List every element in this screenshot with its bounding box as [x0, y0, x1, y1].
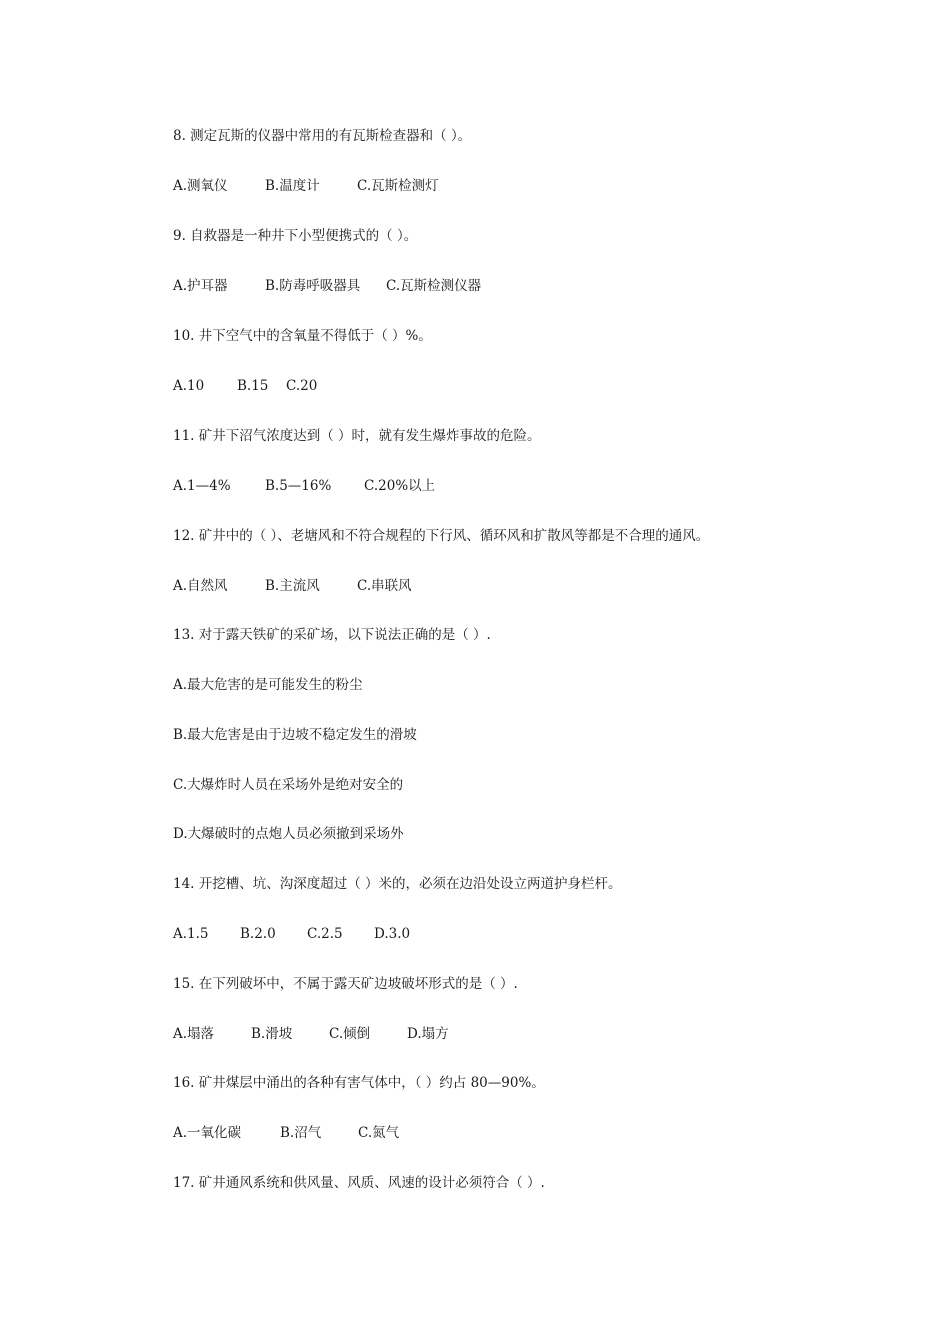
- option-a: A.测氧仪: [173, 178, 228, 194]
- option-b: B.15: [237, 378, 269, 394]
- option-c: C.2.5: [307, 926, 343, 942]
- option-a: A.1.5: [173, 926, 209, 942]
- question-13-stem: 13. 对于露天铁矿的采矿场，以下说法正确的是（ ）.: [173, 627, 491, 643]
- question-15-stem: 15. 在下列破坏中，不属于露天矿边坡破坏形式的是（ ）.: [173, 976, 518, 992]
- question-14-stem: 14. 开挖槽、坑、沟深度超过（ ）米的，必须在边沿处设立两道护身栏杆。: [173, 876, 622, 892]
- option-b: B.2.0: [240, 926, 276, 942]
- question-17-stem: 17. 矿井通风系统和供风量、风质、风速的设计必须符合（ ）.: [173, 1175, 545, 1191]
- option-d: D.塌方: [407, 1026, 449, 1042]
- question-12-stem: 12. 矿井中的（ ）、老塘风和不符合规程的下行风、循环风和扩散风等都是不合理的通风。: [173, 528, 710, 544]
- question-16-stem: 16. 矿井煤层中涌出的各种有害气体中，（ ）约占 80—90%。: [173, 1075, 545, 1091]
- option-a: A.护耳器: [173, 278, 228, 294]
- option-c: C.串联风: [357, 578, 412, 594]
- option-b: B.5—16%: [265, 478, 332, 494]
- option-a: A.一氧化碳: [173, 1125, 242, 1141]
- question-11-options: [173, 474, 435, 498]
- option-c: C.倾倒: [329, 1026, 371, 1042]
- question-8-stem: 8. 测定瓦斯的仪器中常用的有瓦斯检查器和（ ）。: [173, 128, 472, 144]
- question-13-option-a: A.最大危害的是可能发生的粉尘: [173, 677, 363, 693]
- question-8-options: [173, 174, 439, 198]
- question-16-options: [173, 1121, 399, 1145]
- question-12-options: [173, 574, 412, 598]
- option-a: A.自然风: [173, 578, 228, 594]
- option-a: A.1—4%: [173, 478, 231, 494]
- option-b: B.防毒呼吸器具: [265, 278, 361, 294]
- option-b: B.滑坡: [251, 1026, 293, 1042]
- question-10-options: [173, 374, 317, 398]
- option-a: A.塌落: [173, 1026, 215, 1042]
- question-9-stem: 9. 自救器是一种井下小型便携式的（ ）。: [173, 228, 418, 244]
- option-c: C.20: [286, 378, 318, 394]
- question-13-option-b: B.最大危害是由于边坡不稳定发生的滑坡: [173, 727, 417, 743]
- option-b: B.沼气: [280, 1125, 322, 1141]
- question-14-options: [173, 922, 410, 946]
- option-c: C.20%以上: [364, 478, 436, 494]
- option-c: C.氮气: [358, 1125, 400, 1141]
- question-15-options: [173, 1022, 449, 1046]
- option-b: B.温度计: [265, 178, 320, 194]
- option-c: C.瓦斯检测仪器: [386, 278, 482, 294]
- question-13-option-d: D.大爆破时的点炮人员必须撤到采场外: [173, 826, 404, 842]
- question-13-option-c: C.大爆炸时人员在采场外是绝对安全的: [173, 777, 404, 793]
- option-b: B.主流风: [265, 578, 320, 594]
- question-9-options: [173, 274, 481, 298]
- option-a: A.10: [173, 378, 205, 394]
- option-c: C.瓦斯检测灯: [357, 178, 439, 194]
- question-11-stem: 11. 矿井下沼气浓度达到（ ）时，就有发生爆炸事故的危险。: [173, 428, 541, 444]
- question-10-stem: 10. 井下空气中的含氧量不得低于（ ）%。: [173, 328, 432, 344]
- option-d: D.3.0: [374, 926, 411, 942]
